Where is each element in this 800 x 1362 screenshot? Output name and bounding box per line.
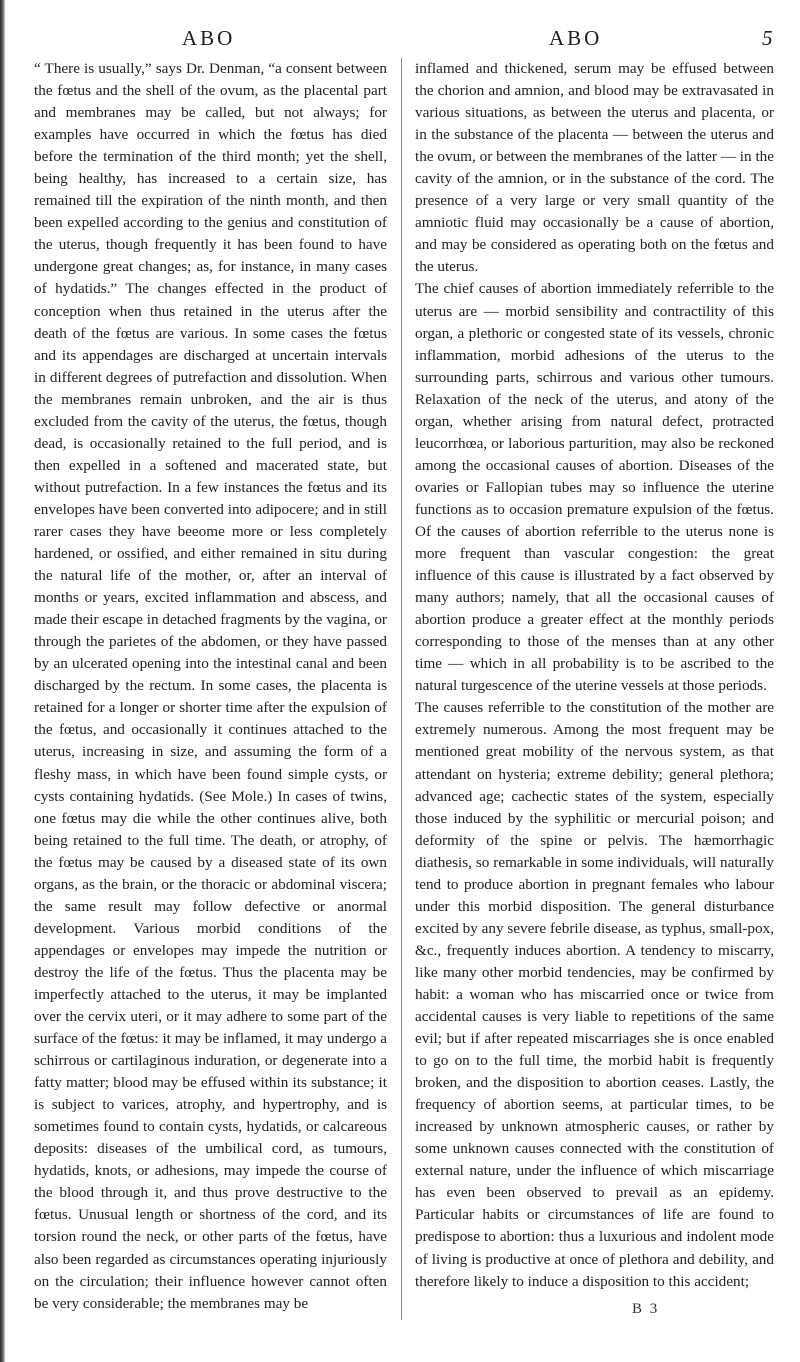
- page-binding-edge: [0, 0, 5, 1362]
- right-paragraph-2: The chief causes of abortion immediately referrible to the uterus are — morbid sensibility and contractility of this organ, a plethoric or congested state of its vessels, chronic inflammation, morbid adhesions of the uterus to the surrounding parts, schirrous and various other tumours. Relaxation of the neck of the uterus, and atony of the organ, whether arising from natural defect, protracted leucorrhœa, or laborious parturition, may also be reckoned among the occasional causes of abortion. Diseases of the ovaries or Fallopian tubes may so influence the uterine functions as to occasion premature expulsion of the fœtus. Of the causes of abortion referrible to the uterus none is more frequent than vascular congestion: the great influence of this cause is illustrated by a fact observed by many authors; namely, that all the occasional causes of abortion produce a greater effect at the monthly periods corresponding to those of the menses than at any other time — which in all probability is to be ascribed to the natural turgescence of the uterine vessels at those periods.: [415, 280, 774, 695]
- running-head-right: ABO: [549, 26, 603, 50]
- running-head-left: ABO: [182, 26, 236, 50]
- left-text-column: [34, 58, 387, 1315]
- signature-mark: B 3: [632, 1301, 660, 1317]
- left-paragraph-1: “ There is usually,” says Dr. Denman, “a consent between the fœtus and the shell of the ovum, as the placental part and membranes may be called, but not always; for examples have occurred in which the fœtus has died before the termination of the third month; yet the shell, being healthy, has increased to a certain size, has remained till the expiration of the ninth month, and then been expelled according to the genius and constitution of the uterus, though frequently it has been found to have undergone great changes; as, for instance, in many cases of hydatids.” The changes effected in the product of conception when thus retained in the uterus after the death of the fœtus are various. In some cases the fœtus and its appendages are discharged at uncertain intervals in different degrees of putrefaction and dissolution. When the membranes remain unbroken, and the air is thus excluded from the cavity of the uterus, the fœtus, though dead, is occasionally retained to the full period, and is then expelled in a softened and macerated state, but without putrefaction. In a few instances the fœtus and its envelopes have been converted into adipocere; and in still rarer cases they have beeome more or less completely hardened, or ossified, and either remained in situ during the natural life of the mother, or, after an interval of months or years, excited inflammation and abscess, and made their escape in detached fragments by the vagina, or through the parietes of the abdomen, or they have passed by an ulcerated opening into the intestinal canal and been discharged by the rectum. In some cases, the placenta is retained for a longer or shorter time after the expulsion of the fœtus, and occasionally it continues attached to the uterus, increasing in size, and assuming the form of a fleshy mass, in which have been found simple cysts, or cysts containing hydatids. (See Mole.) In cases of twins, one fœtus may die while the other continues alive, both being retained to the full time. The death, or atrophy, of the fœtus may be caused by a diseased state of its own organs, as the brain, or the thoracic or abdominal viscera; the same result may follow defective or anormal development. Various morbid conditions of the appendages or envelopes may impede the nutrition or destroy the life of the fœtus. Thus the placenta may be imperfectly attached to the uterus, it may be implanted over the cervix uteri, or it may adhere to some part of the surface of the fœtus: it may be inflamed, it may undergo a schirrous or cartilaginous induration, or degenerate into a fatty matter; blood may be effused within its substance; it is subject to varices, atrophy, and hypertrophy, and is sometimes found to contain cysts, hydatids, or calcareous deposits: diseases of the umbilical cord, as tumours, hydatids, knots, or adhesions, may impede the course of the blood through it, and thus prove destructive to the fœtus. Unusual length or shortness of the cord, and its torsion round the neck, or other parts of the fœtus, have also been regarded as circumstances operating injuriously on the circulation; their influence however cannot often be very considerable; the membranes may be: [34, 60, 387, 1312]
- page-number: 5: [762, 26, 773, 50]
- right-text-column: [415, 58, 774, 1293]
- right-paragraph-1: inflamed and thickened, serum may be effused between the chorion and amnion, and blood may be extravasated in various situations, as between the uterus and placenta, or in the substance of the placenta — between the uterus and the ovum, or between the membranes of the latter — in the cavity of the amnion, or in the substance of the cord. The presence of a very large or very small quantity of the amniotic fluid may occasionally be a cause of abortion, and may be considered as operating both on the fœtus and the uterus.: [415, 60, 774, 276]
- column-divider: [401, 58, 402, 1320]
- right-paragraph-3: The causes referrible to the constitution of the mother are extremely numerous. Among the most frequent may be mentioned great mobility of the nervous system, as that attendant on hysteria; extreme debility; general plethora; advanced age; cachectic states of the system, especially those induced by the syphilitic or mercurial poison; and deformity of the spine or pelvis. The hæmorrhagic diathesis, so remarkable in some individuals, will naturally tend to produce abortion in pregnant females who labour under this morbid disposition. The general disturbance excited by any severe febrile disease, as typhus, small-pox, &c., frequently induces abortion. A tendency to miscarry, like many other morbid tendencies, may be confirmed by habit: a woman who has miscarried once or twice from accidental causes is very liable to repetitions of the same evil; but if after repeated miscarriages she is once enabled to go on to the full time, the morbid habit is frequently broken, and the disposition to abortion ceases. Lastly, the frequency of abortion seems, at particular times, to be increased by unknown atmospheric causes, or rather by some unknown causes connected with the constitution of external nature, under the influence of which miscarriage has even been observed to prevail as an epidemy. Particular habits or circumstances of life are found to predispose to abortion: thus a luxurious and indolent mode of living is productive at once of plethora and debility, and therefore likely to induce a disposition to this accident;: [415, 699, 774, 1290]
